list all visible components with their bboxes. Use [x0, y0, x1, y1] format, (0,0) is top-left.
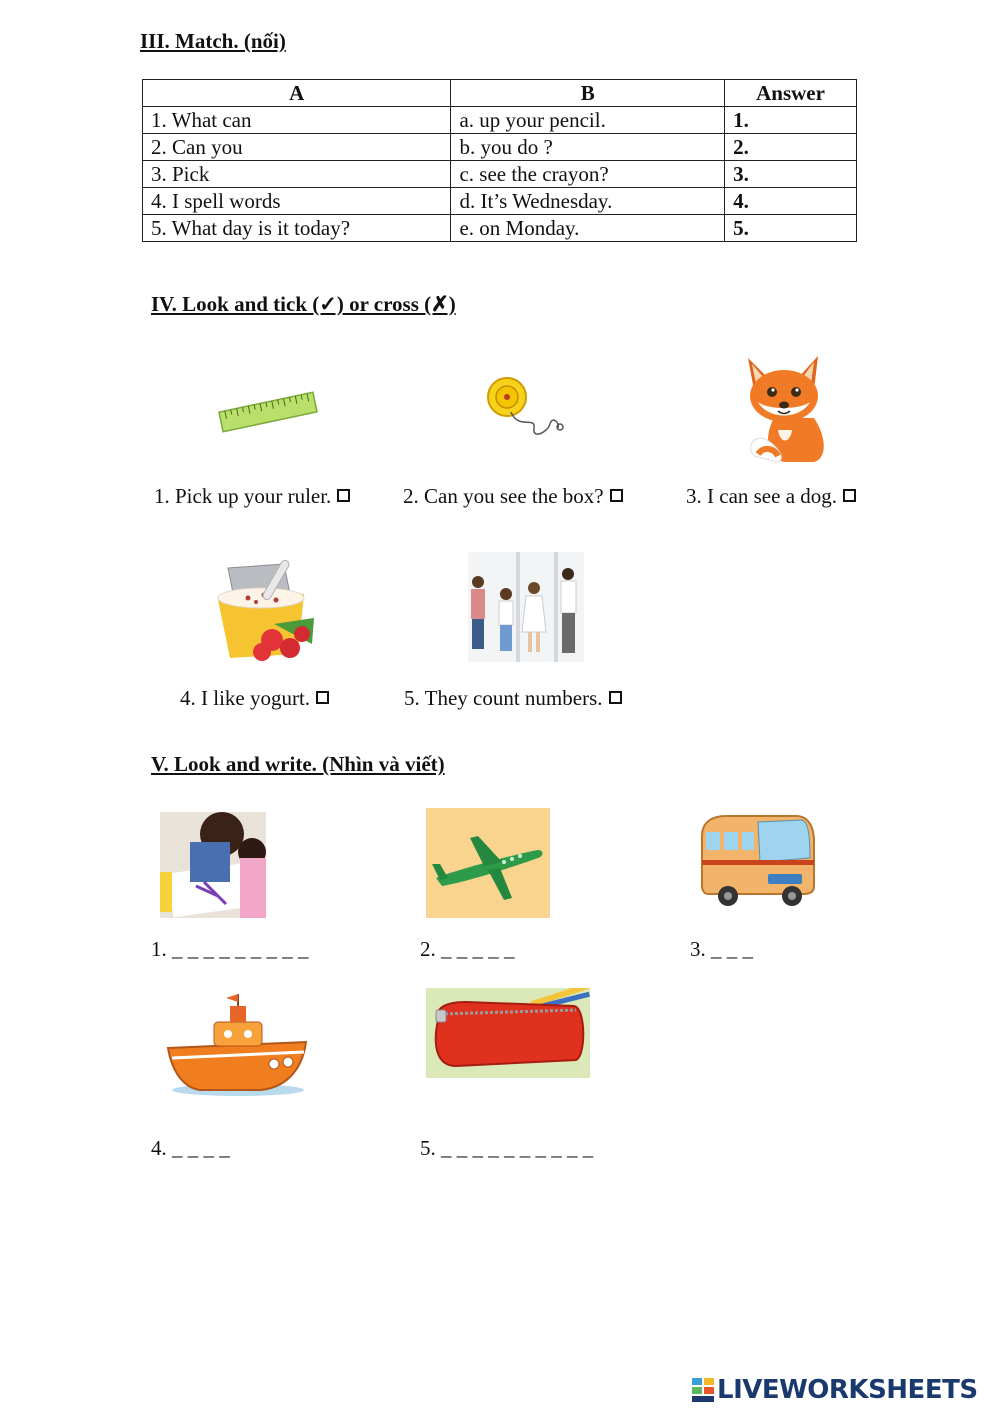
- table-header-row: [143, 80, 857, 107]
- answer-cell[interactable]: 1.: [725, 107, 857, 134]
- drawing-picture: [160, 812, 266, 918]
- header-answer: Answer: [725, 80, 857, 107]
- answer-cell[interactable]: 5.: [725, 215, 857, 242]
- logo-text: LIVEWORKSHEETS: [717, 1375, 978, 1405]
- table-row: [143, 134, 857, 161]
- answer-cell[interactable]: 4.: [725, 188, 857, 215]
- section-3-title: III. Match. (nối): [140, 29, 286, 53]
- children-picture: [468, 552, 584, 662]
- cell-a: 1. What can: [143, 107, 451, 134]
- bus-picture: [698, 812, 816, 908]
- write-item-3[interactable]: 3. _ _ _: [690, 937, 753, 961]
- cell-b: e. on Monday.: [451, 215, 725, 242]
- write-item-2[interactable]: 2. _ _ _ _ _: [420, 937, 515, 961]
- tick-item-1: [154, 484, 350, 509]
- pencil-case-picture: [426, 988, 590, 1078]
- tick-item-4: [180, 686, 329, 711]
- table-row: [143, 161, 857, 188]
- yogurt-picture: [214, 554, 320, 664]
- ruler-picture: [216, 388, 320, 436]
- tick-item-text: 3. I can see a dog.: [686, 484, 838, 508]
- tick-item-text: 4. I like yogurt.: [180, 686, 311, 710]
- tick-item-3: [686, 484, 856, 509]
- logo-mark-icon: [692, 1378, 714, 1402]
- tick-item-text: 2. Can you see the box?: [403, 484, 604, 508]
- cell-b: a. up your pencil.: [451, 107, 725, 134]
- cell-a: 4. I spell words: [143, 188, 451, 215]
- cell-a: 5. What day is it today?: [143, 215, 451, 242]
- checkbox[interactable]: [843, 489, 856, 502]
- header-a: A: [143, 80, 451, 107]
- match-table: [142, 79, 857, 242]
- write-item-5[interactable]: 5. _ _ _ _ _ _ _ _ _ _: [420, 1136, 594, 1160]
- checkbox[interactable]: [337, 489, 350, 502]
- write-item-1[interactable]: 1. _ _ _ _ _ _ _ _ _: [151, 937, 309, 961]
- fox-picture: [734, 348, 834, 468]
- write-item-4[interactable]: 4. _ _ _ _: [151, 1136, 230, 1160]
- table-row: [143, 215, 857, 242]
- tick-item-2: [403, 484, 623, 509]
- cell-a: 2. Can you: [143, 134, 451, 161]
- cell-a: 3. Pick: [143, 161, 451, 188]
- cell-b: d. It’s Wednesday.: [451, 188, 725, 215]
- tick-item-5: [404, 686, 622, 711]
- boat-picture: [164, 992, 310, 1096]
- header-b: B: [451, 80, 725, 107]
- tick-item-text: 1. Pick up your ruler.: [154, 484, 332, 508]
- table-row: [143, 107, 857, 134]
- plane-picture: [426, 808, 550, 918]
- section-5-title: V. Look and write. (Nhìn và viết): [151, 752, 445, 776]
- cell-b: b. you do ?: [451, 134, 725, 161]
- tick-item-text: 5. They count numbers.: [404, 686, 603, 710]
- liveworksheets-logo: [692, 1376, 978, 1404]
- yoyo-picture: [484, 372, 568, 436]
- answer-cell[interactable]: 3.: [725, 161, 857, 188]
- checkbox[interactable]: [609, 691, 622, 704]
- cell-b: c. see the crayon?: [451, 161, 725, 188]
- table-row: [143, 188, 857, 215]
- answer-cell[interactable]: 2.: [725, 134, 857, 161]
- checkbox[interactable]: [316, 691, 329, 704]
- section-4-title: IV. Look and tick (✓) or cross (✗): [151, 292, 456, 316]
- checkbox[interactable]: [610, 489, 623, 502]
